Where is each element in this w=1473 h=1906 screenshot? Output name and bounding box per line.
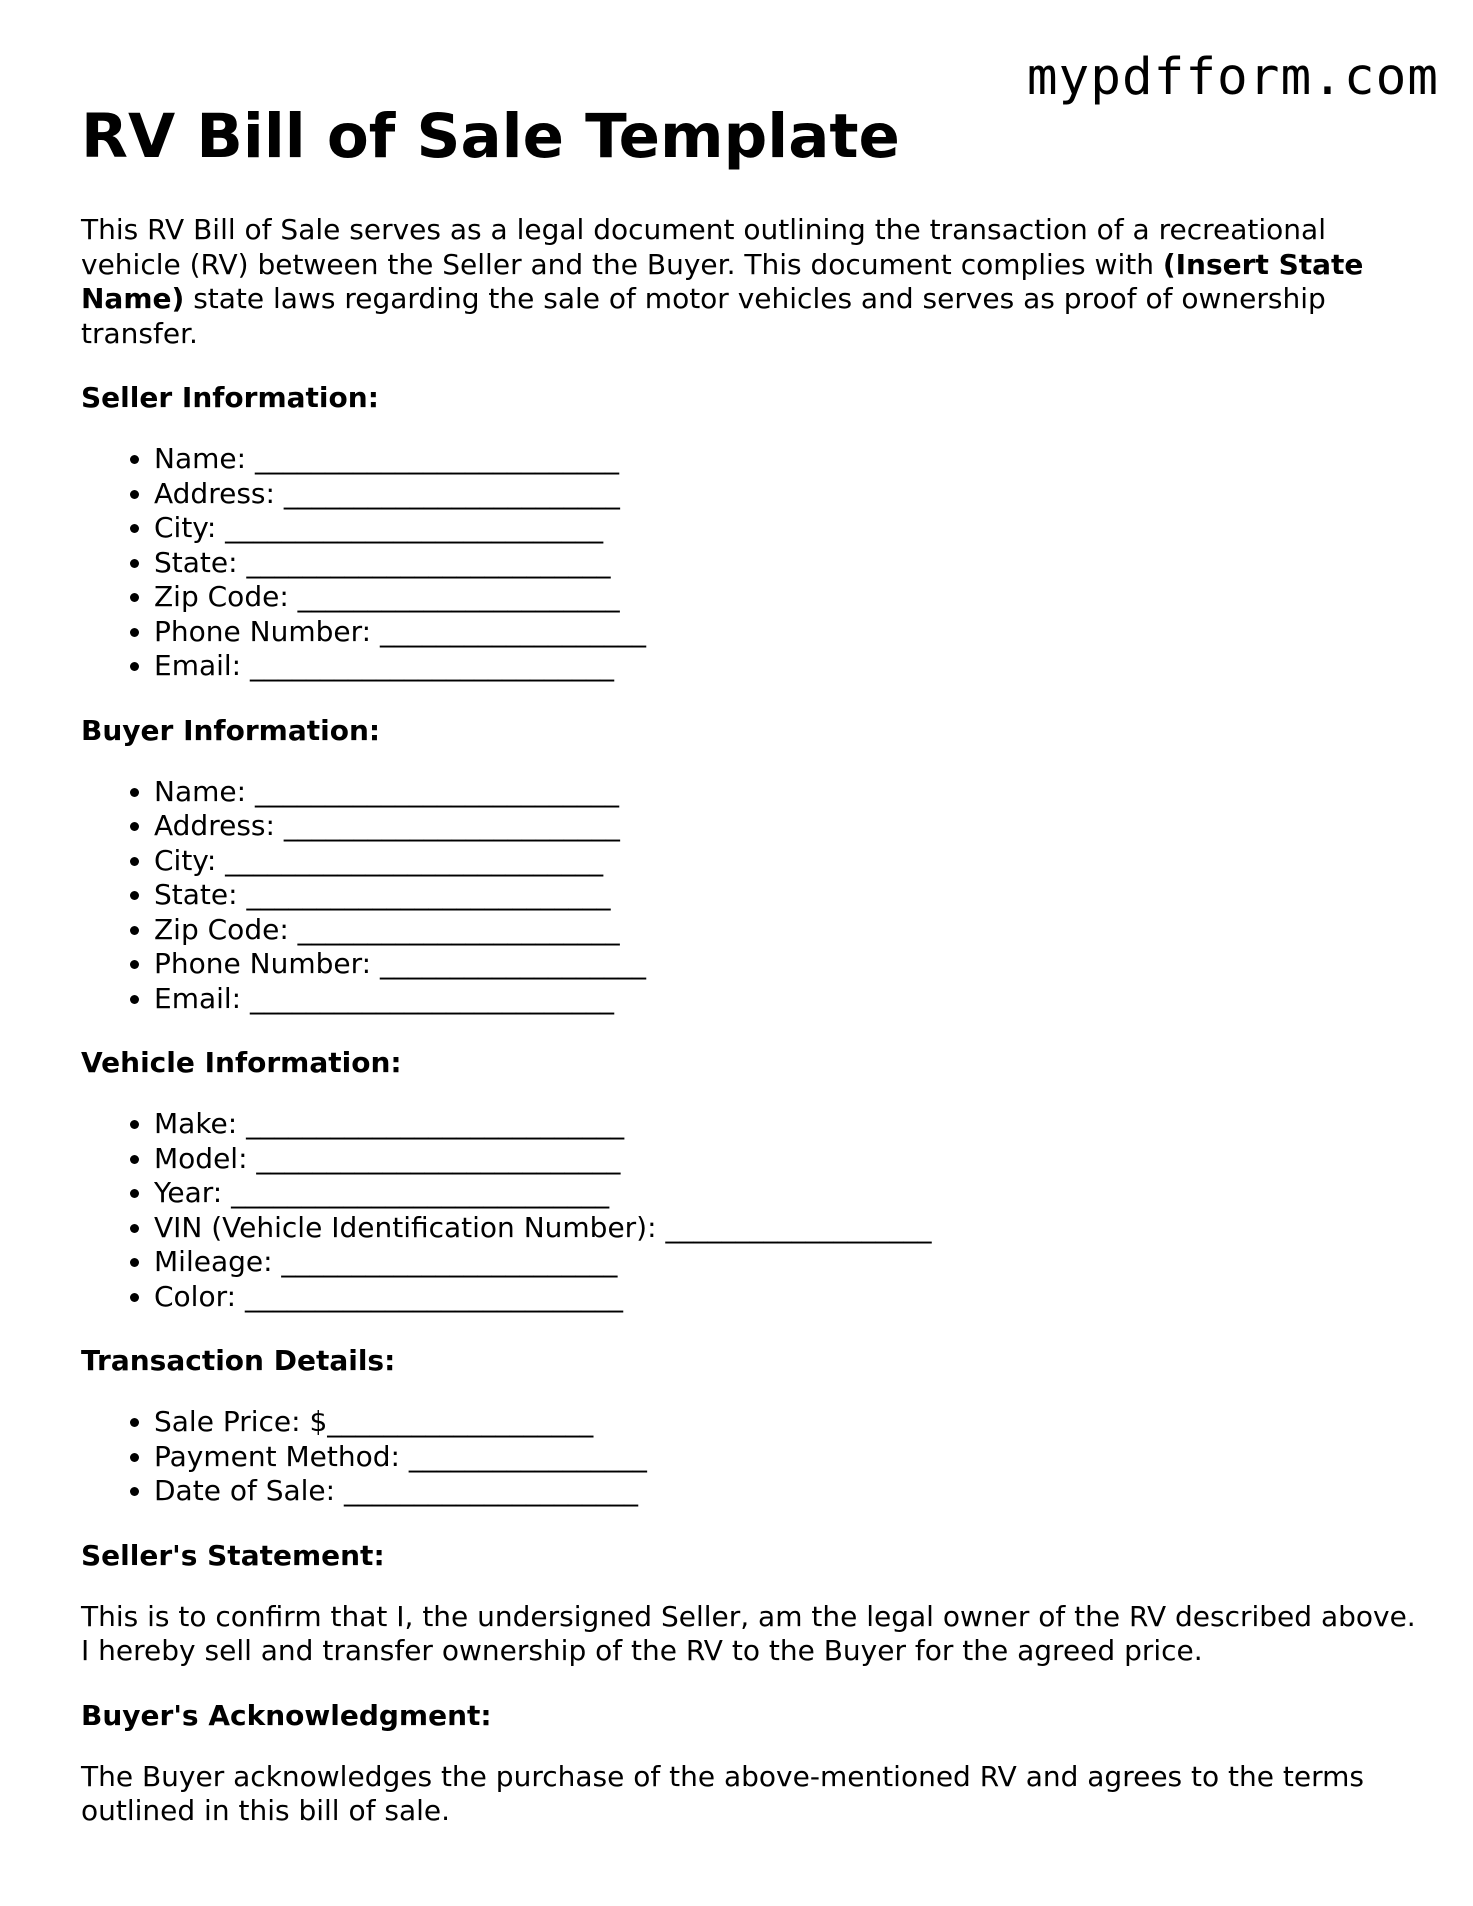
buyer-address-field[interactable]: • Address: ________________________ bbox=[154, 809, 1421, 844]
seller-phone-field[interactable]: • Phone Number: ___________________ bbox=[154, 615, 1421, 650]
seller-fields-list bbox=[81, 442, 1421, 684]
vehicle-color-field[interactable]: • Color: ___________________________ bbox=[154, 1280, 1421, 1315]
buyer-state-field[interactable]: • State: __________________________ bbox=[154, 878, 1421, 913]
document-body bbox=[81, 213, 1421, 1829]
seller-statement-heading: Seller's Statement: bbox=[81, 1538, 385, 1572]
buyer-fields-list bbox=[81, 775, 1421, 1017]
state-name-placeholder: (Insert State Name) bbox=[81, 247, 1364, 315]
buyer-acknowledgment-text: The Buyer acknowledges the purchase of the above-mentioned RV and agrees to the terms outlined in this bill of sale. bbox=[81, 1759, 1364, 1827]
transaction-details-heading: Transaction Details: bbox=[81, 1344, 396, 1377]
seller-name-field[interactable]: • Name: __________________________ bbox=[154, 442, 1421, 477]
vehicle-make-field[interactable]: • Make: ___________________________ bbox=[154, 1107, 1421, 1142]
seller-information-heading: Seller Information: bbox=[81, 381, 379, 414]
site-watermark: mypdfform.com bbox=[1026, 48, 1439, 107]
buyer-city-field[interactable]: • City: ___________________________ bbox=[154, 844, 1421, 879]
vehicle-model-field[interactable]: • Model: __________________________ bbox=[154, 1142, 1421, 1177]
vehicle-information-heading: Vehicle Information: bbox=[81, 1046, 402, 1079]
transaction-fields-list bbox=[81, 1405, 1421, 1509]
buyer-name-field[interactable]: • Name: __________________________ bbox=[154, 775, 1421, 810]
date-of-sale-field[interactable]: • Date of Sale: _____________________ bbox=[154, 1474, 1421, 1509]
seller-statement-text: This is to confirm that I, the undersigned Seller, am the legal owner of the RV described above. I hereby sell and transfer ownership of the RV to the Buyer for the agreed price. bbox=[81, 1599, 1416, 1667]
intro-text-part1: This RV Bill of Sale serves as a legal document outlining the transaction of a recreational vehicle (RV) between the Seller and the Buyer. This document complies with bbox=[81, 213, 1326, 281]
sale-price-field[interactable]: • Sale Price: $___________________ bbox=[154, 1405, 1421, 1440]
vehicle-mileage-field[interactable]: • Mileage: ________________________ bbox=[154, 1245, 1421, 1280]
buyer-information-heading: Buyer Information: bbox=[81, 713, 381, 747]
seller-email-field[interactable]: • Email: __________________________ bbox=[154, 649, 1421, 684]
buyer-phone-field[interactable]: • Phone Number: ___________________ bbox=[154, 947, 1421, 982]
vehicle-fields-list bbox=[81, 1107, 1421, 1314]
seller-state-field[interactable]: • State: __________________________ bbox=[154, 546, 1421, 581]
seller-address-field[interactable]: • Address: ________________________ bbox=[154, 477, 1421, 512]
intro-paragraph bbox=[81, 213, 1381, 351]
intro-text-part2: state laws regarding the sale of motor vehicles and serves as proof of ownership transfer. bbox=[81, 282, 1326, 350]
seller-city-field[interactable]: • City: ___________________________ bbox=[154, 511, 1421, 546]
buyer-acknowledgment-heading: Buyer's Acknowledgment: bbox=[81, 1698, 492, 1732]
payment-method-field[interactable]: • Payment Method: _________________ bbox=[154, 1440, 1421, 1475]
buyer-email-field[interactable]: • Email: __________________________ bbox=[154, 982, 1421, 1017]
vehicle-year-field[interactable]: • Year: ___________________________ bbox=[154, 1176, 1421, 1211]
document-title: RV Bill of Sale Template bbox=[81, 101, 900, 172]
buyer-zip-field[interactable]: • Zip Code: _______________________ bbox=[154, 913, 1421, 948]
vehicle-vin-field[interactable]: • VIN (Vehicle Identification Number): ___________________ bbox=[154, 1211, 1421, 1246]
seller-zip-field[interactable]: • Zip Code: _______________________ bbox=[154, 580, 1421, 615]
